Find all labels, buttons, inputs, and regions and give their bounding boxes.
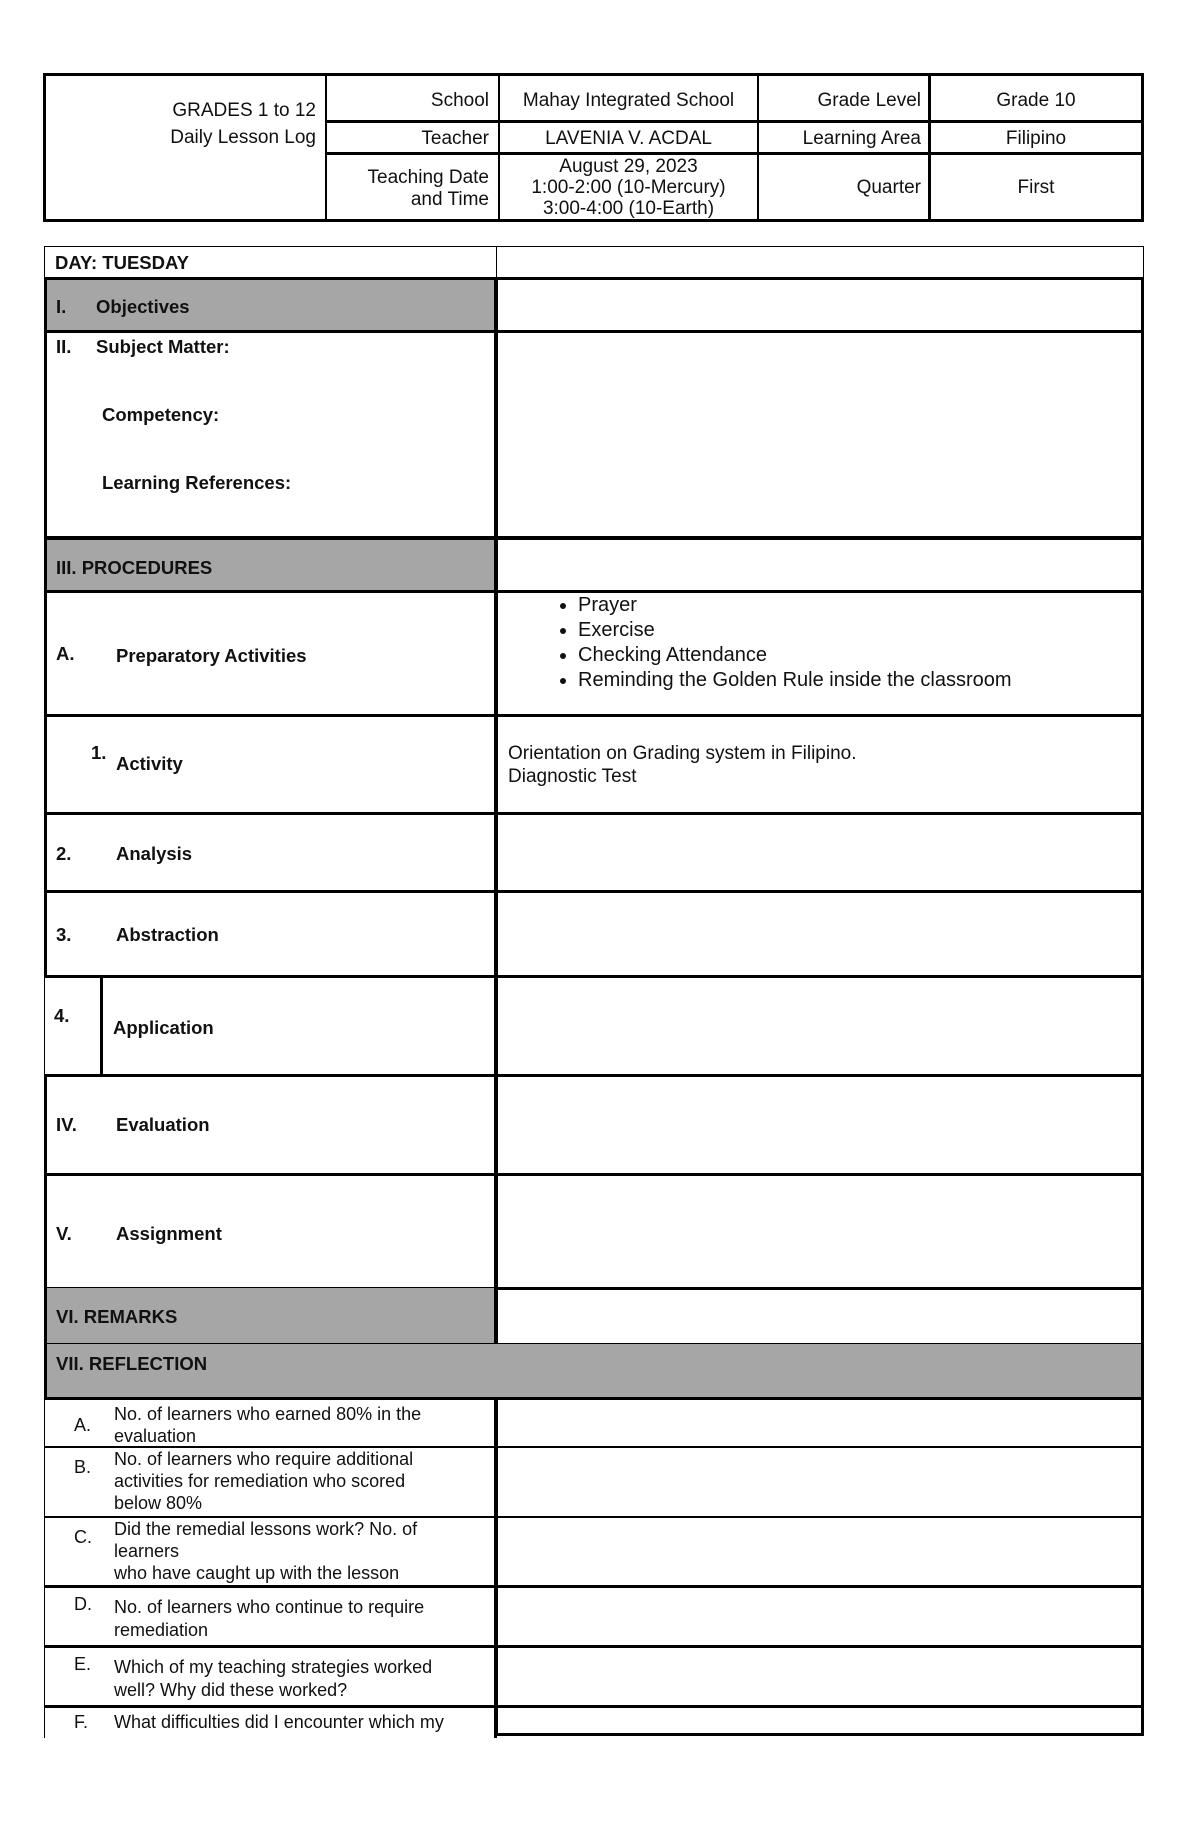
remarks-value-cell: [496, 1288, 1144, 1346]
reflection-letter: D.: [74, 1594, 92, 1614]
prep-list: [498, 593, 1012, 693]
table-row: [44, 1646, 497, 1708]
activity-line2: Diagnostic Test: [508, 766, 637, 787]
reflection-text-line: What difficulties did I encounter which my: [114, 1712, 444, 1732]
subject-matter-cell: [44, 331, 497, 539]
assignment-label: Assignment: [116, 1223, 222, 1244]
procedures-cell: [44, 537, 497, 593]
activity-line1: Orientation on Grading system in Filipino.: [508, 743, 857, 764]
objectives-cell: [44, 277, 497, 333]
grade-level-label: Grade Level: [817, 90, 921, 111]
evaluation-cell: [44, 1075, 497, 1176]
quarter-value: First: [1017, 177, 1055, 198]
teacher-label: Teacher: [421, 128, 489, 149]
learning-area-label: Learning Area: [802, 128, 921, 149]
table-row-value: [496, 1516, 1144, 1588]
subject-matter-num: II.: [56, 336, 72, 357]
header-title-line2: Daily Lesson Log: [170, 127, 316, 148]
objectives-num: I.: [56, 296, 67, 317]
date-value-line2: 1:00-2:00 (10-Mercury): [531, 177, 726, 198]
reflection-text-line: No. of learners who require additional: [114, 1449, 414, 1469]
date-label-line2: and Time: [410, 189, 489, 210]
table-row: [44, 1586, 497, 1648]
learning-area-value: Filipino: [1005, 128, 1067, 149]
table-row-value: [496, 1706, 1144, 1736]
abstraction-label: Abstraction: [116, 924, 219, 945]
activity-label: Activity: [116, 753, 183, 774]
reflection-text-line: No. of learners who continue to require: [114, 1597, 425, 1617]
date-value-line3: 3:00-4:00 (10-Earth): [542, 198, 715, 219]
reflection-text-line: activities for remediation who scored: [114, 1471, 406, 1491]
reflection-text-line: well? Why did these worked?: [114, 1680, 348, 1700]
day-right-cell: [496, 246, 1144, 278]
prep-value-cell: [496, 591, 1144, 717]
application-num-cell: [44, 976, 103, 1077]
reflection-cell: [44, 1344, 1144, 1400]
table-row-value: [496, 1446, 1144, 1518]
abstraction-value-cell: [496, 891, 1144, 978]
learning-references-label: Learning References:: [102, 472, 292, 493]
reflection-label: VII. REFLECTION: [56, 1353, 208, 1374]
teacher-value: LAVENIA V. ACDAL: [545, 128, 712, 149]
evaluation-label: Evaluation: [116, 1114, 210, 1135]
abstraction-cell: [44, 891, 497, 978]
list-item: • Reminding the Golden Rule inside the classroom: [578, 668, 1012, 693]
prep-cell: [44, 591, 497, 717]
application-label: Application: [113, 1017, 214, 1038]
analysis-value-cell: [496, 813, 1144, 893]
list-item: • Checking Attendance: [578, 643, 1012, 668]
day-label: DAY: TUESDAY: [55, 252, 189, 273]
assignment-value-cell: [496, 1174, 1144, 1290]
activity-value-cell: [496, 715, 1144, 815]
application-cell: [101, 976, 497, 1077]
reflection-text-line: learners: [114, 1541, 180, 1561]
subject-matter-label: Subject Matter:: [96, 336, 230, 357]
activity-num: 1.: [91, 742, 107, 763]
objectives-value-cell: [496, 277, 1144, 333]
reflection-text-line: remediation: [114, 1620, 209, 1640]
remarks-label: VI. REMARKS: [56, 1306, 178, 1327]
reflection-text-line: evaluation: [114, 1426, 197, 1446]
header-table: [43, 73, 1144, 222]
prep-num: A.: [56, 643, 75, 664]
assignment-cell: [44, 1174, 497, 1290]
reflection-text-line: Did the remedial lessons work? No. of: [114, 1519, 418, 1539]
assignment-num: V.: [56, 1223, 72, 1244]
reflection-text-line: Which of my teaching strategies worked: [114, 1657, 433, 1677]
application-num: 4.: [54, 1005, 70, 1026]
table-row-value: [496, 1398, 1144, 1448]
school-label: School: [430, 90, 489, 111]
grade-level-value: Grade 10: [996, 90, 1076, 111]
quarter-label: Quarter: [856, 177, 921, 198]
subject-matter-value-cell: [496, 331, 1144, 539]
table-row: [44, 1706, 497, 1738]
list-item: • Exercise: [578, 618, 1012, 643]
table-row: [44, 1516, 497, 1588]
activity-cell: [44, 715, 497, 815]
reflection-text-line: No. of learners who earned 80% in the: [114, 1404, 422, 1424]
reflection-text-line: below 80%: [114, 1493, 203, 1513]
abstraction-num: 3.: [56, 924, 72, 945]
date-label-line1: Teaching Date: [367, 167, 489, 188]
header-title-line1: GRADES 1 to 12: [172, 100, 316, 121]
procedures-label: III. PROCEDURES: [56, 557, 213, 578]
table-row: [44, 1398, 497, 1448]
application-value-cell: [496, 976, 1144, 1077]
reflection-letter: C.: [74, 1527, 92, 1547]
remarks-cell: [44, 1288, 497, 1346]
school-value: Mahay Integrated School: [522, 90, 735, 111]
table-row-value: [496, 1646, 1144, 1708]
procedures-value-cell: [496, 537, 1144, 593]
analysis-label: Analysis: [116, 843, 193, 864]
reflection-text-line: who have caught up with the lesson: [114, 1563, 400, 1583]
competency-label: Competency:: [102, 404, 220, 425]
day-cell: [44, 246, 497, 278]
reflection-letter: F.: [74, 1712, 89, 1732]
reflection-letter: B.: [74, 1457, 92, 1477]
list-item: • Prayer: [578, 593, 1012, 618]
date-value-line1: August 29, 2023: [559, 156, 698, 177]
evaluation-num: IV.: [56, 1114, 77, 1135]
evaluation-value-cell: [496, 1075, 1144, 1176]
analysis-cell: [44, 813, 497, 893]
reflection-letter: A.: [74, 1415, 92, 1435]
reflection-letter: E.: [74, 1654, 92, 1674]
table-row-value: [496, 1586, 1144, 1648]
prep-label: Preparatory Activities: [116, 645, 307, 666]
analysis-num: 2.: [56, 843, 72, 864]
table-row: [44, 1446, 497, 1518]
objectives-label: Objectives: [96, 296, 190, 317]
